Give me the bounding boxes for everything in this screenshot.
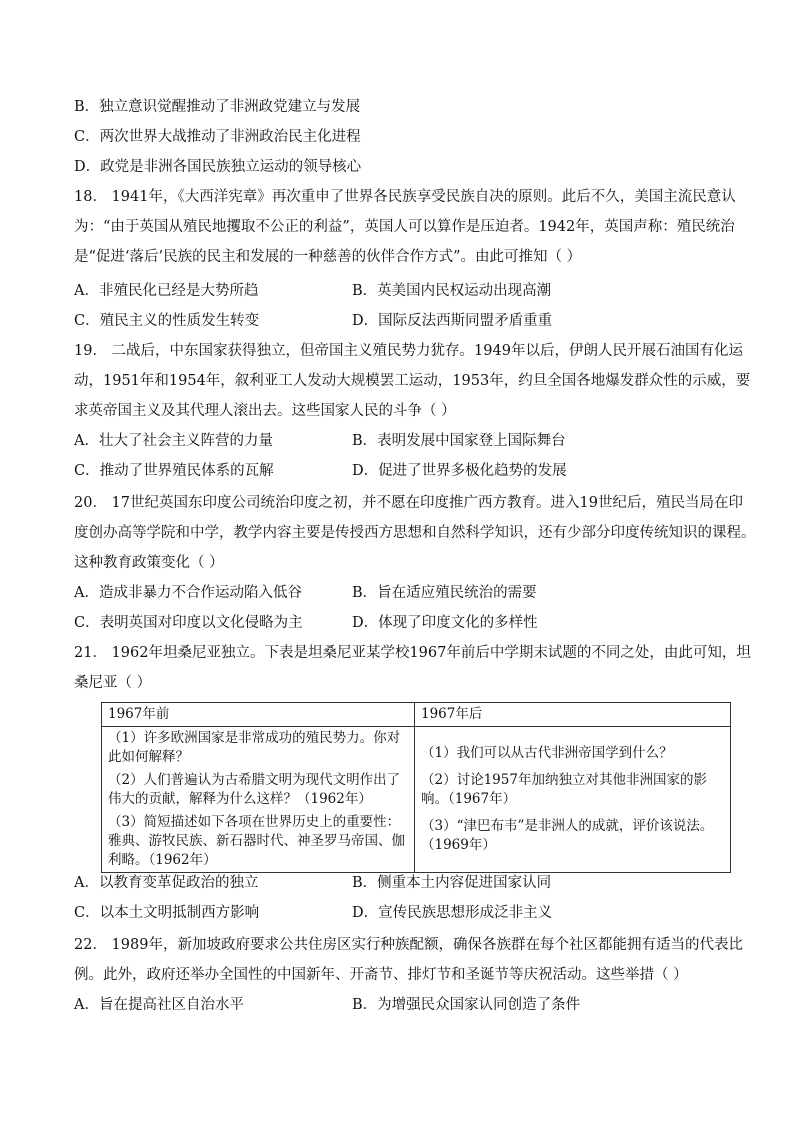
table-row	[102, 727, 731, 873]
before-item-2: （2）人们普遍认为古希腊文明为现代文明作出了伟大的贡献，解释为什么这样？（1962年）	[108, 772, 401, 807]
q19-stem-line3: 求英帝国主义及其代理人滚出去。这些国家人民的斗争（ ）	[74, 403, 456, 419]
q20-stem-line2: 度创办高等学院和中学，教学内容主要是传授西方思想和自然科学知识，还有少部分印度传统知识的课程。	[74, 525, 756, 541]
q20-option-c: C．表明英国对印度以文化侵略为主	[74, 615, 303, 631]
table-header-row	[102, 703, 731, 727]
q17-option-b: B．独立意识觉醒推动了非洲政党建立与发展	[74, 99, 361, 115]
table-header-before: 1967年前	[102, 703, 415, 727]
after-item-2: （2）讨论1957年加纳独立对其他非洲国家的影响。（1967年）	[421, 772, 707, 807]
q17-option-d: D．政党是非洲各国民族独立运动的领导核心	[74, 159, 362, 175]
q18-option-a: A．非殖民化已经是大势所趋	[74, 283, 259, 299]
table-header-after: 1967年后	[415, 703, 731, 727]
q19-option-c: C．推动了世界殖民体系的瓦解	[74, 463, 274, 479]
q20-option-d: D．体现了印度文化的多样性	[352, 615, 538, 631]
q18-stem-line1: 18． 1941年，《大西洋宪章》再次重申了世界各民族享受民族自决的原则。此后不久，美国主流民意认	[74, 189, 736, 205]
q22-stem-line1: 22． 1989年，新加坡政府要求公共住房区实行种族配额，确保各族群在每个社区都能拥有适当的代表比	[74, 937, 743, 953]
q17-option-c: C．两次世界大战推动了非洲政治民主化进程	[74, 129, 361, 145]
q21-option-a: A．以教育变革促政治的独立	[74, 875, 259, 891]
q19-stem-line2: 动，1951年和1954年，叙利亚工人发动大规模罢工运动，1953年，约旦全国各地爆发群众性的示威，要	[74, 373, 751, 389]
q18-option-d: D．国际反法西斯同盟矛盾重重	[352, 313, 553, 329]
q22-option-b: B．为增强民众国家认同创造了条件	[352, 997, 581, 1013]
after-item-3: （3）“津巴布韦”是非洲人的成就，评价该说法。（1969年）	[421, 818, 714, 853]
q21-option-d: D．宣传民族思想形成泛非主义	[352, 905, 553, 921]
q18-option-b: B．英美国内民权运动出现高潮	[352, 283, 552, 299]
q21-stem-line2: 桑尼亚（ ）	[74, 675, 152, 691]
q19-option-b: B．表明发展中国家登上国际舞台	[352, 433, 566, 449]
after-item-1: （1）我们可以从古代非洲帝国学到什么？	[421, 745, 673, 761]
q18-stem-line2: 为：“由于英国从殖民地攫取不公正的利益”，英国人可以算作是压迫者。1942年，英国声称：殖民统治	[74, 219, 735, 235]
q19-stem-line1: 19． 二战后，中东国家获得独立，但帝国主义殖民势力犹存。1949年以后，伊朗人民开展石油国有化运	[74, 343, 743, 359]
table-cell-before	[102, 727, 415, 873]
q21-option-c: C．以本土文明抵制西方影响	[74, 905, 260, 921]
q19-option-d: D．促进了世界多极化趋势的发展	[352, 463, 567, 479]
q19-option-a: A．壮大了社会主义阵营的力量	[74, 433, 273, 449]
before-item-3: （3）简短描述如下各项在世界历史上的重要性：雅典、游牧民族、新石器时代、神圣罗马帝国、伽利略。（1962年）	[108, 814, 405, 868]
q22-option-a: A．旨在提高社区自治水平	[74, 997, 244, 1013]
q21-comparison-table	[101, 702, 731, 873]
table-cell-after	[415, 727, 731, 873]
q18-stem-line3: 是“促进‘落后’民族的民主和发展的一种慈善的伙伴合作方式”。由此可推知（ ）	[74, 249, 582, 265]
q20-stem-line3: 这种教育政策变化（ ）	[74, 555, 224, 571]
q20-option-b: B．旨在适应殖民统治的需要	[352, 585, 537, 601]
before-item-1: （1）许多欧洲国家是非常成功的殖民势力。你对此如何解释？	[108, 730, 401, 765]
q22-stem-line2: 例。此外，政府还举办全国性的中国新年、开斋节、排灯节和圣诞节等庆祝活动。这些举措（ ）	[74, 967, 688, 983]
q20-stem-line1: 20． 17世纪英国东印度公司统治印度之初，并不愿在印度推广西方教育。进入19世纪后，殖民当局在印	[74, 495, 743, 511]
q18-option-c: C．殖民主义的性质发生转变	[74, 313, 260, 329]
q21-option-b: B．侧重本土内容促进国家认同	[352, 875, 552, 891]
q21-stem-line1: 21． 1962年坦桑尼亚独立。下表是坦桑尼亚某学校1967年前后中学期末试题的不同之处，由此可知，坦	[74, 645, 751, 661]
q20-option-a: A．造成非暴力不合作运动陷入低谷	[74, 585, 302, 601]
